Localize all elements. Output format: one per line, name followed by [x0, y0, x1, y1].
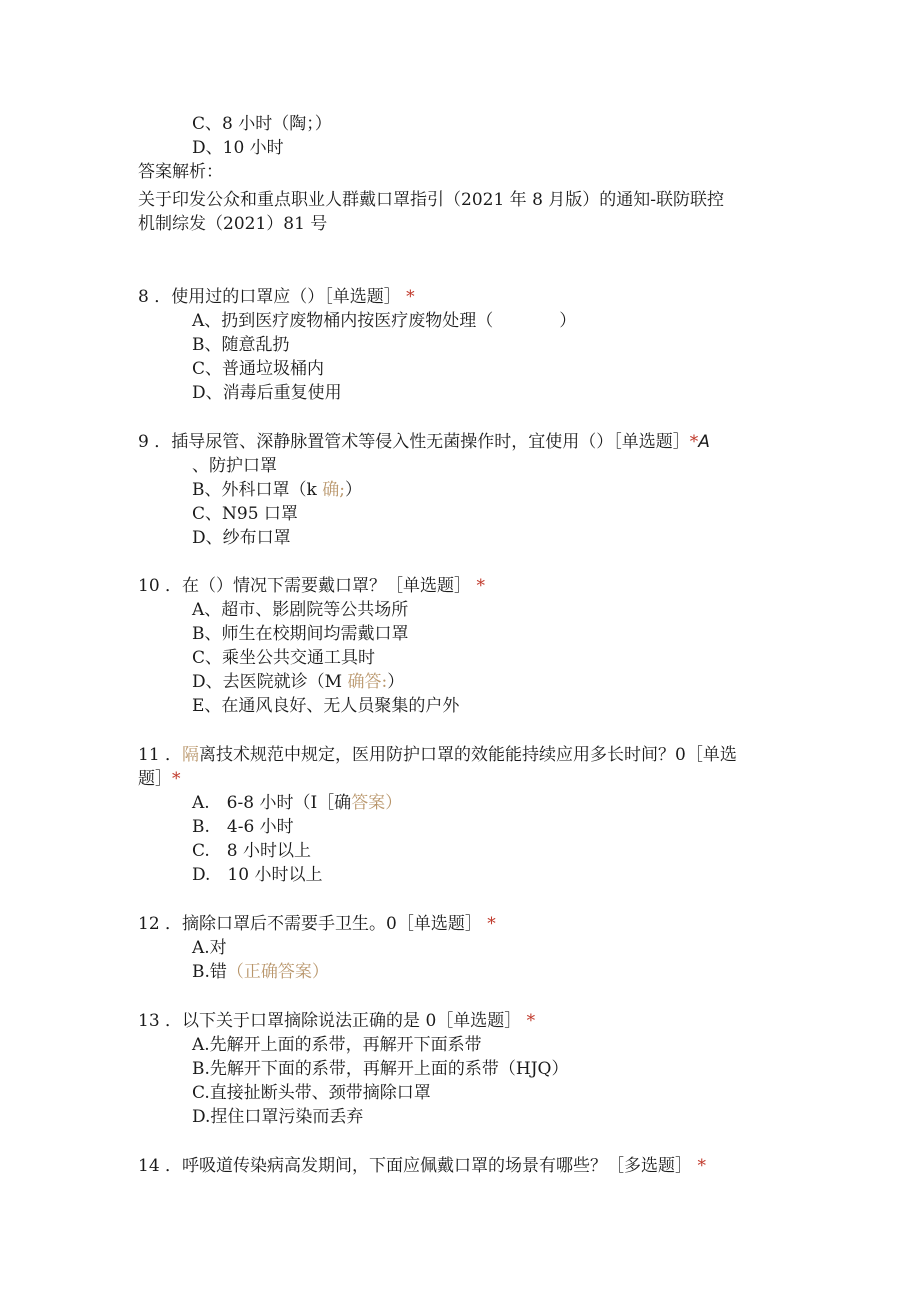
option-text: A. 6-8 小时（I［确: [192, 793, 352, 813]
option-d: [192, 671, 404, 693]
question-stem: 10 ．在（）情况下需要戴口罩？［单选题］: [138, 576, 472, 596]
required-star: *: [697, 1156, 706, 1176]
option-text: B.错: [192, 962, 227, 982]
question-stem: 14 ．呼吸道传染病高发期间，下面应佩戴口罩的场景有哪些？［多选题］: [138, 1156, 693, 1176]
option-c: C、N95 口罩: [192, 504, 298, 524]
question-stem: 13 ．以下关于口罩摘除说法正确的是 0［单选题］: [138, 1011, 522, 1031]
question-stem: 离技术规范中规定，医用防护口罩的效能能持续应用多长时间？0［单选: [199, 745, 737, 765]
correct-answer-mark: （正确答案）: [226, 962, 329, 982]
option-text: D、去医院就诊（M: [192, 672, 348, 692]
question-11-line2: [138, 768, 181, 790]
required-star: *: [689, 432, 699, 452]
analysis-text-line1: 关于印发公众和重点职业人群戴口罩指引（2021 年 8 月版）的通知-联防联控: [138, 190, 725, 210]
question-stem: 9 ．插导尿管、深静脉置管术等侵入性无菌操作时，宜使用（）［单选题］: [138, 432, 690, 452]
question-stem: 12 ．摘除口罩后不需要手卫生。0［单选题］: [138, 914, 482, 934]
question-answer-letter: A: [698, 432, 710, 452]
question-number: 11 ．: [138, 745, 183, 765]
option-bracket: ）: [559, 311, 577, 331]
required-star: *: [487, 914, 496, 934]
option-text: B、外科口罩（k: [192, 480, 323, 500]
question-stem-cont: 题］: [138, 769, 172, 789]
option-c: C. 8 小时以上: [192, 841, 312, 861]
option-a: 、防护口罩: [192, 456, 277, 476]
option-bracket: ）: [387, 672, 405, 692]
question-12: [138, 913, 496, 935]
question-9: [138, 431, 710, 453]
question-stem: 8 ．使用过的口罩应（）［单选题］: [138, 287, 401, 307]
option-c: C、8 小时（陶；）: [192, 114, 332, 134]
option-b: [192, 961, 329, 983]
option-c: C、普通垃圾桶内: [192, 359, 325, 379]
question-13: [138, 1010, 535, 1032]
option-a: A、超市、影剧院等公共场所: [192, 600, 409, 620]
option-c: C.直接扯断头带、颈带摘除口罩: [192, 1083, 431, 1103]
correct-answer-mark: 确;: [322, 480, 345, 500]
option-text: A、扔到医疗废物桶内按医疗废物处理（: [192, 311, 494, 331]
option-d: D、纱布口罩: [192, 528, 291, 548]
option-a: A.先解开上面的系带，再解开下面系带: [192, 1035, 482, 1055]
stem-mark: 隔: [182, 745, 200, 765]
required-star: *: [526, 1011, 536, 1031]
option-d: D、10 小时: [192, 138, 284, 158]
question-11: [138, 744, 737, 766]
question-8: [138, 286, 415, 308]
option-b: [192, 479, 362, 501]
option-b: B.先解开下面的系带，再解开上面的系带（HJQ）: [192, 1059, 569, 1079]
correct-answer-mark: 确答:: [347, 672, 388, 692]
analysis-text-line2: 机制综发（2021）81 号: [138, 214, 328, 234]
option-a: A.对: [192, 938, 227, 958]
option-e: E、在通风良好、无人员聚集的户外: [192, 696, 460, 716]
option-b: B、随意乱扔: [192, 335, 290, 355]
option-b: B、师生在校期间均需戴口罩: [192, 624, 409, 644]
correct-answer-mark: 答案）: [351, 793, 403, 813]
required-star: *: [476, 576, 485, 596]
option-bracket: ）: [344, 480, 362, 500]
option-a: [192, 792, 402, 814]
option-c: C、乘坐公共交通工具时: [192, 648, 376, 668]
question-14: [138, 1155, 706, 1177]
required-star: *: [172, 769, 181, 789]
question-10: [138, 575, 485, 597]
option-d: D、消毒后重复使用: [192, 383, 342, 403]
analysis-label: 答案解析：: [138, 162, 223, 182]
option-d: D. 10 小时以上: [192, 865, 323, 885]
required-star: *: [406, 287, 415, 307]
option-a: [192, 310, 576, 332]
option-d: D.捏住口罩污染而丢弃: [192, 1107, 364, 1127]
option-b: B. 4-6 小时: [192, 817, 294, 837]
